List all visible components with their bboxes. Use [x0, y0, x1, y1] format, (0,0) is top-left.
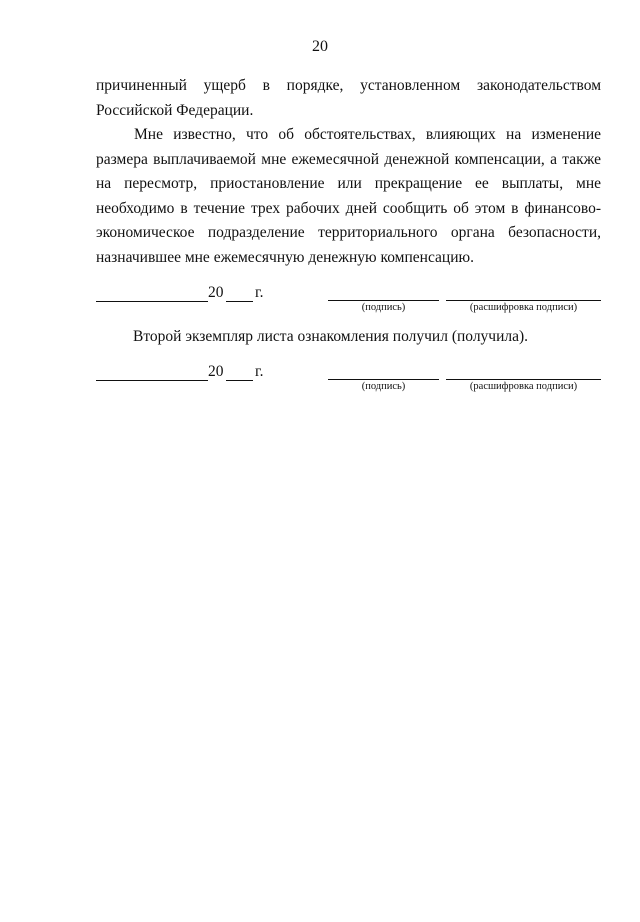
signature-decoding-line: [446, 379, 601, 380]
second-copy-statement: Второй экземпляр листа ознакомления получил (получила).: [133, 328, 529, 345]
paragraph-text: причиненный ущерб в порядке, установленном законодательством Российской Федерации.: [96, 77, 601, 119]
paragraph-continuation: [96, 74, 601, 123]
signature-decoding-caption: (расшифровка подписи): [469, 381, 578, 392]
signature-caption: (подпись): [361, 381, 406, 392]
date-day-month-line: [96, 380, 208, 381]
date-year-line: [226, 301, 253, 302]
date-year-prefix: 20: [208, 284, 224, 301]
paragraph-text: Мне известно, что об обстоятельствах, влияющих на изменение размера выплачиваемой мне ежемесячной денежной компенсации, а также на пересмотр, приостановление или прекращение ее выплаты, мне необходимо в течение трех рабочих дней сообщить об этом в финансово-экономическое подразделение территориального органа безопасности, назначившее мне ежемесячную денежную компенсацию.: [96, 126, 601, 266]
signature-line: [328, 300, 439, 301]
page-number: 20: [312, 38, 328, 55]
signature-caption: (подпись): [361, 302, 406, 313]
date-year-prefix: 20: [208, 363, 224, 380]
signature-block-2: [0, 363, 640, 403]
date-year-suffix: г.: [255, 284, 264, 301]
date-year-suffix: г.: [255, 363, 264, 380]
paragraph-compensation-notice: [96, 123, 601, 270]
signature-decoding-caption: (расшифровка подписи): [469, 302, 578, 313]
date-year-line: [226, 380, 253, 381]
signature-line: [328, 379, 439, 380]
date-day-month-line: [96, 301, 208, 302]
signature-decoding-line: [446, 300, 601, 301]
signature-block-1: [0, 284, 640, 324]
